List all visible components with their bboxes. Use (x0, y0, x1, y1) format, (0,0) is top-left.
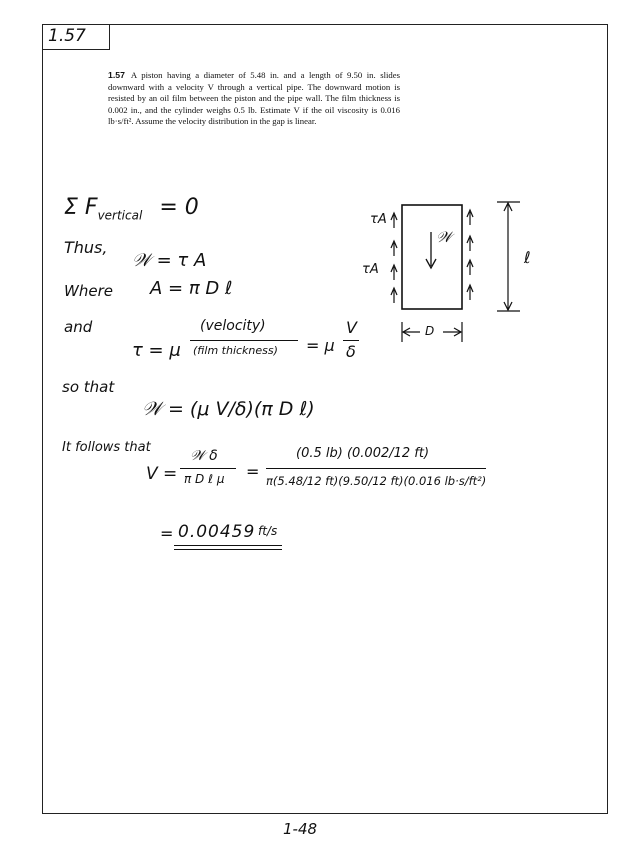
diagram-length-label: ℓ (524, 248, 531, 267)
diagram-tau-top: τA (370, 212, 387, 227)
problem-tag: 1.57 (42, 24, 110, 50)
tau-delta: δ (346, 342, 356, 361)
page-number: 1-48 (283, 820, 318, 838)
tau-lhs: τ = μ (132, 340, 181, 361)
and-label: and (64, 318, 93, 336)
tau-v: V (346, 318, 357, 337)
tau-mid: = μ (306, 336, 335, 355)
v-denominator: π D ℓ μ (184, 472, 225, 486)
diagram-weight: 𝒲 (436, 228, 452, 246)
problem-text: A piston having a diameter of 5.48 in. and a length of 9.50 in. slides downward with a velocity V through a vertical pipe. The downward motion is resisted by an oil film between the piston and the pipe wall. The film thickness is 0.002 in., and the cylinder weighs 0.5 lb. Estimate V if the oil viscosity is 0.016 lb·s/ft². Assume the velocity distribution in the gap is linear. (108, 70, 400, 127)
where-equation: A = π D ℓ (150, 278, 233, 299)
v-numerator2: (0.5 lb) (0.002/12 ft) (296, 446, 430, 461)
diagram-tau-mid: τA (362, 262, 379, 277)
v-denominator2: π(5.48/12 ft)(9.50/12 ft)(0.016 lb·s/ft²) (266, 474, 487, 488)
v-lhs: V = (146, 464, 178, 484)
tau-denominator: (film thickness) (193, 344, 278, 357)
follows-label: It follows that (62, 440, 151, 455)
thus-label: Thus, (64, 238, 108, 257)
where-label: Where (64, 282, 113, 300)
right-shear-arrows (467, 210, 473, 300)
sum-symbol: Σ F (64, 195, 98, 220)
so-equation: 𝒲 = (μ V/δ)(π D ℓ) (142, 398, 315, 420)
left-shear-arrows (391, 213, 397, 303)
result-unit: ft/s (258, 524, 278, 538)
tau-numerator: (velocity) (200, 318, 266, 334)
thus-equation: 𝒲 = τ A (132, 250, 207, 271)
piston-rect (402, 205, 462, 309)
length-dimension (497, 202, 520, 311)
result-equals: = (160, 524, 174, 543)
v-equals2: = (246, 462, 260, 481)
sum-rhs: = 0 (159, 195, 199, 220)
diagram-diameter-label: D (425, 324, 435, 338)
problem-number: 1.57 (108, 70, 125, 80)
result-value: 0.00459 (178, 522, 256, 542)
so-that-label: so that (62, 378, 115, 396)
sum-subscript: vertical (97, 208, 143, 223)
v-numerator: 𝒲 δ (190, 448, 218, 464)
